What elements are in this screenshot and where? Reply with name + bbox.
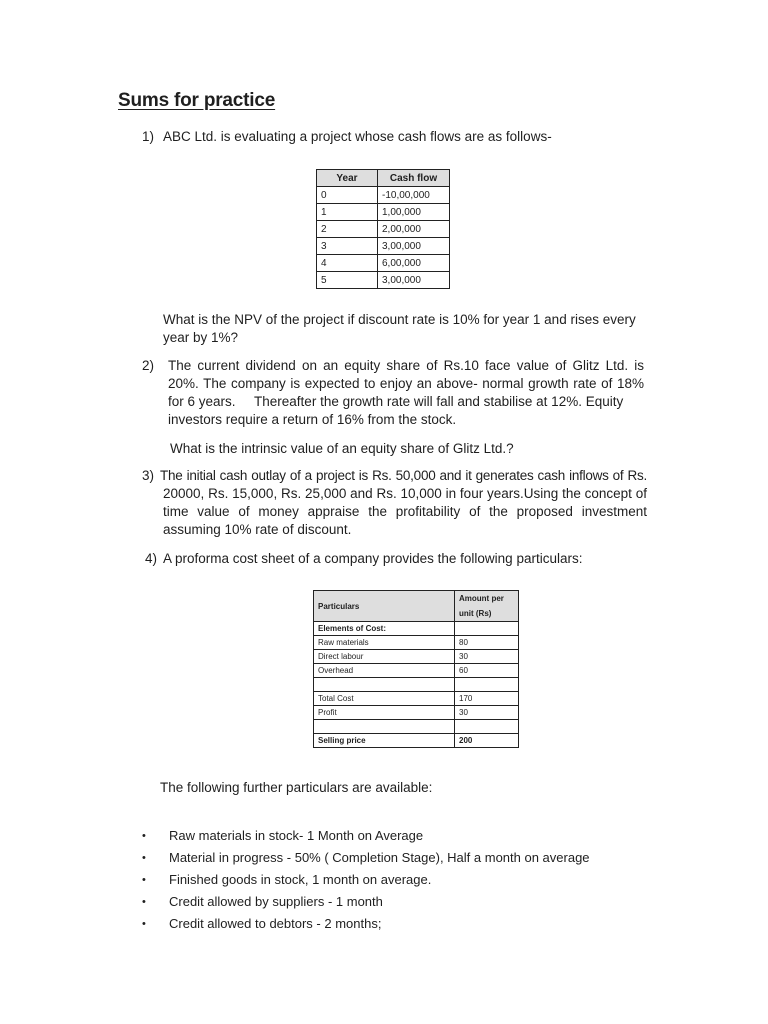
list-item-text: Credit allowed to debtors - 2 months; [169, 916, 382, 931]
question-1-text: ABC Ltd. is evaluating a project whose cash flows are as follows- [163, 129, 552, 144]
further-particulars-text: The following further particulars are available: [160, 780, 433, 795]
list-item-text: Material in progress - 50% ( Completion Stage), Half a month on average [169, 850, 590, 865]
question-2-line-1: The current dividend on an equity share of Rs.10 face value of Glitz Ltd. is [168, 358, 644, 373]
year-cell: 0 [317, 187, 378, 204]
table-row [314, 706, 519, 720]
year-cell: 2 [317, 221, 378, 238]
cash-flow-cell: 6,00,000 [378, 255, 450, 272]
list-item [140, 892, 660, 914]
year-cell: 5 [317, 272, 378, 289]
table-row [317, 187, 450, 204]
cash-flow-cell: 3,00,000 [378, 238, 450, 255]
list-item-text: Credit allowed by suppliers - 1 month [169, 894, 383, 909]
question-4-text: A proforma cost sheet of a company provides the following particulars: [163, 551, 583, 566]
list-item [140, 914, 660, 936]
list-item [140, 826, 660, 848]
question-3-line-2: 20000, Rs. 15,000, Rs. 25,000 and Rs. 10,000 in four years.Using the concept of [163, 486, 647, 501]
question-4-number: 4) [145, 551, 158, 566]
bullet-icon: • [142, 852, 146, 864]
selling-price-value: 200 [455, 734, 519, 748]
question-3-line-4: assuming 10% rate of discount. [163, 522, 352, 537]
raw-materials-label: Raw materials [314, 636, 455, 650]
question-3-line-3: time value of money appraise the profitability of the proposed investment [163, 504, 647, 519]
question-2-line-4: investors require a return of 16% from the stock. [168, 412, 457, 427]
table-row [314, 650, 519, 664]
list-item-text: Raw materials in stock- 1 Month on Average [169, 828, 424, 843]
list-item [140, 870, 660, 892]
page-title: Sums for practice [118, 90, 276, 111]
particulars-header: Particulars [314, 591, 455, 622]
table-row [317, 238, 450, 255]
empty-cell [455, 720, 519, 734]
question-3-line-1: The initial cash outlay of a project is Rs. 50,000 and it generates cash inflows of Rs. [160, 468, 647, 483]
total-cost-label: Total Cost [314, 692, 455, 706]
amount-header-line-2: unit (Rs) [459, 609, 492, 618]
question-2-number: 2) [142, 358, 155, 373]
table-row [314, 636, 519, 650]
list-item-text: Finished goods in stock, 1 month on average. [169, 872, 432, 887]
question-1-line-1: What is the NPV of the project if discount rate is 10% for year 1 and rises every [163, 312, 636, 327]
question-1-line-2: year by 1%? [163, 330, 239, 345]
overhead-value: 60 [455, 664, 519, 678]
question-1-number: 1) [142, 129, 155, 144]
cost-sheet-header-row [314, 591, 519, 622]
cash-flow-cell: 3,00,000 [378, 272, 450, 289]
cash-flow-cell: 1,00,000 [378, 204, 450, 221]
cost-sheet-table [313, 590, 519, 748]
question-2-line-2: 20%. The company is expected to enjoy an above- normal growth rate of 18% [168, 376, 644, 391]
table-row [314, 720, 519, 734]
year-cell: 4 [317, 255, 378, 272]
profit-label: Profit [314, 706, 455, 720]
table-row [314, 678, 519, 692]
empty-cell [455, 678, 519, 692]
raw-materials-value: 80 [455, 636, 519, 650]
particulars-list [140, 826, 660, 936]
question-3-number: 3) [142, 468, 155, 483]
empty-cell [455, 622, 519, 636]
table-row [314, 622, 519, 636]
bullet-icon: • [142, 830, 146, 842]
table-row [314, 692, 519, 706]
amount-header-line-1: Amount per [459, 594, 504, 603]
question-2-line-3: for 6 years. Thereafter the growth rate will fall and stabilise at 12%. Equity [168, 394, 624, 409]
amount-header [455, 591, 519, 622]
selling-price-label: Selling price [314, 734, 455, 748]
cash-flow-table [316, 169, 450, 289]
table-row [317, 255, 450, 272]
year-header: Year [317, 170, 378, 187]
list-item [140, 848, 660, 870]
table-row [317, 221, 450, 238]
cash-flow-header: Cash flow [378, 170, 450, 187]
table-row [317, 272, 450, 289]
bullet-icon: • [142, 918, 146, 930]
year-cell: 1 [317, 204, 378, 221]
table-row [314, 664, 519, 678]
table-row [314, 734, 519, 748]
cash-flow-header-row [317, 170, 450, 187]
cash-flow-cell: -10,00,000 [378, 187, 450, 204]
overhead-label: Overhead [314, 664, 455, 678]
profit-value: 30 [455, 706, 519, 720]
elements-of-cost-label: Elements of Cost: [314, 622, 455, 636]
question-2-question: What is the intrinsic value of an equity share of Glitz Ltd.? [170, 441, 514, 456]
year-cell: 3 [317, 238, 378, 255]
bullet-icon: • [142, 896, 146, 908]
empty-cell [314, 678, 455, 692]
direct-labour-value: 30 [455, 650, 519, 664]
bullet-icon: • [142, 874, 146, 886]
empty-cell [314, 720, 455, 734]
cash-flow-cell: 2,00,000 [378, 221, 450, 238]
total-cost-value: 170 [455, 692, 519, 706]
direct-labour-label: Direct labour [314, 650, 455, 664]
table-row [317, 204, 450, 221]
